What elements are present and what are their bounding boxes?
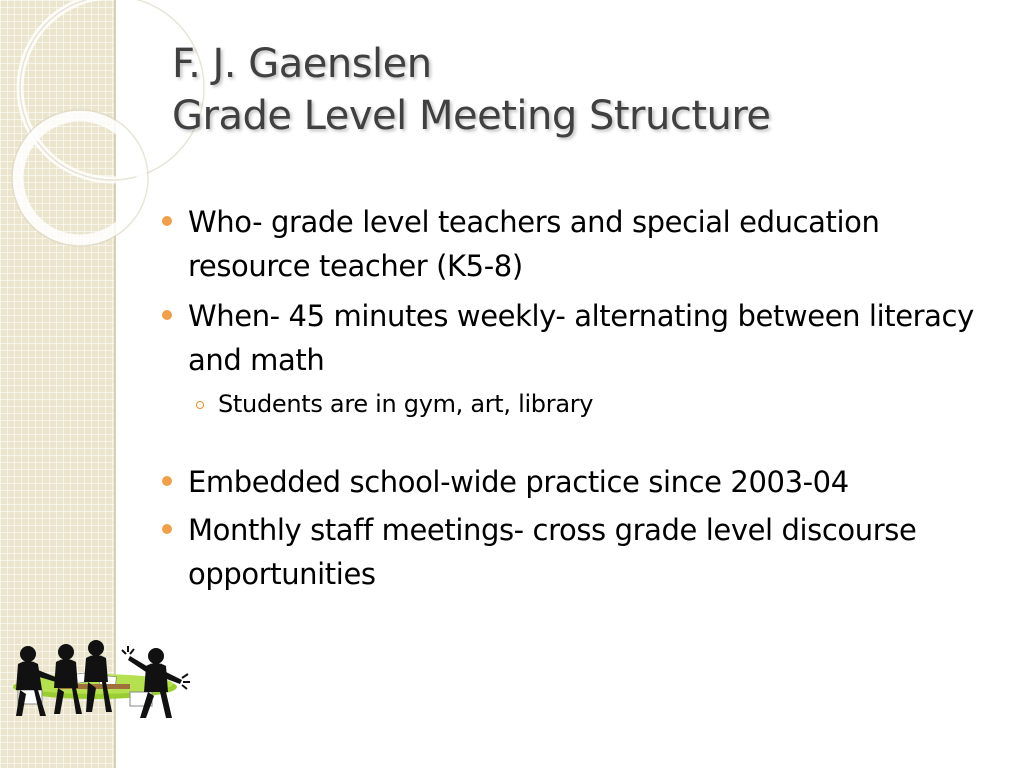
title-line-2: Grade Level Meeting Structure (172, 93, 771, 139)
bullet-dot-icon (162, 524, 172, 534)
sub-bullet-item (160, 386, 990, 422)
bullet-text: Who- grade level teachers and special education resource teacher (K5-8) (188, 205, 880, 283)
slide-title (172, 38, 992, 142)
bullet-text: When- 45 minutes weekly- alternating between literacy and math (188, 299, 974, 377)
bullet-dot-icon (162, 310, 172, 320)
sub-bullet-text: Students are in gym, art, library (218, 390, 594, 418)
bullet-dot-icon (162, 216, 172, 226)
bullet-text: Embedded school-wide practice since 2003-04 (188, 465, 849, 499)
slide-content (160, 200, 990, 596)
title-line-1: F. J. Gaenslen (172, 41, 432, 87)
sub-bullet-ring-icon (196, 401, 204, 409)
bullet-text: Monthly staff meetings- cross grade level discourse opportunities (188, 513, 917, 591)
bullet-dot-icon (162, 476, 172, 486)
bullet-item (160, 460, 990, 504)
meeting-clipart-icon (0, 632, 200, 732)
bullet-item (160, 508, 990, 596)
bullet-item (160, 294, 990, 382)
bullet-item (160, 200, 990, 288)
